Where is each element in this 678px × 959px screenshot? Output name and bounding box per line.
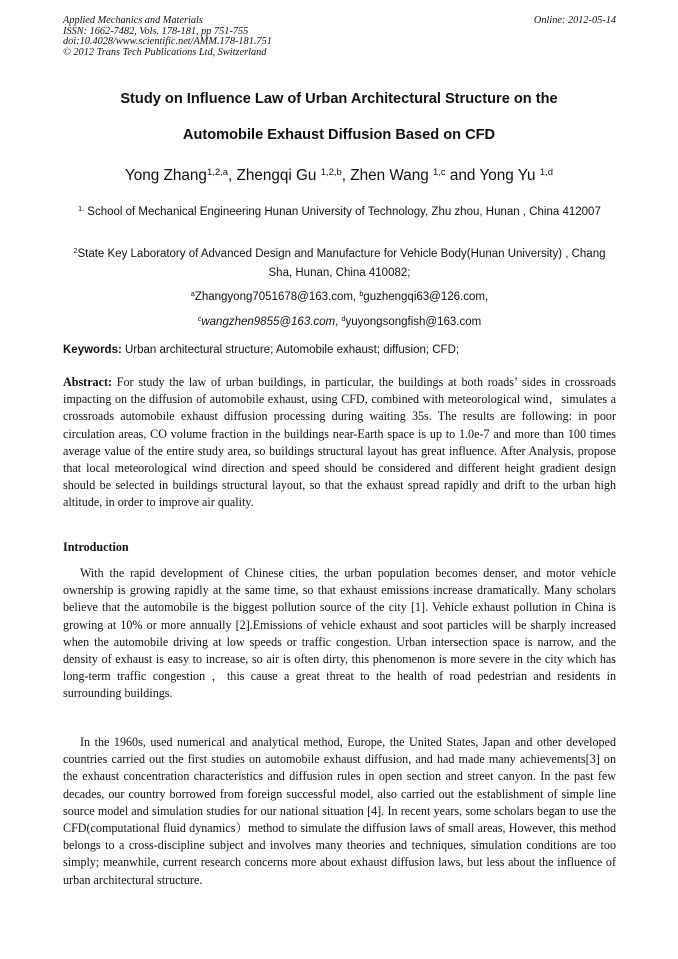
journal-name: Applied Mechanics and Materials: [63, 15, 203, 26]
section-heading-introduction: Introduction: [63, 540, 129, 554]
email-mark: d: [341, 315, 346, 324]
email-address[interactable]: guzhengqi63@126.com,: [363, 291, 489, 303]
email-mark: b: [359, 290, 364, 299]
introduction-paragraph-1: With the rapid development of Chinese cities, the urban population becomes denser, and motor vehicle ownership is growing rapidly at the same time, so that exhaust emissions increase dramatically. Many scholars believe that the automobile is the biggest pollution source of the city [1]. Vehicle exhaust pollution in China is growing at 10% or more annually [2].Emissions of vehicle exhaust and soot particles will be sharply increased when the automobile driving at low speeds or traffic congestion. Urban intersection space is narrow, and the density of exhaust is easy to increase, so air is often dirty, this phenomenon is more severe in the city which has long-term traffic congestion ，this cause a great threat to the health of road pedestrian and residents in surrounding buildings.: [63, 566, 616, 701]
email-address[interactable]: yuyongsongfish@163.com: [345, 316, 482, 328]
abstract-text: For study the law of urban buildings, in particular, the buildings at both roads’ sides in crossroads impacting on the diffusion of automobile exhaust, using CFD, combined with meteorological wind，simulates a crossroads automobile exhaust diffusion processing during waiting 35s. The results are following: in poor circulation areas, CO volume fraction in the buildings near-Earth space is up to 1.0e-7 and more than 100 times average value of the entire study area, so buildings structural layout has great influence. After Analysis, propose that local meteorological wind direction and speed should be considered and different height gradient design should be selected in buildings structural layout, so that the exhaust spread rapidly and drift to the urban high altitude, in order to improve air quality.: [63, 375, 616, 510]
email-line-2: [63, 313, 616, 332]
abstract-paragraph: [63, 374, 616, 512]
keywords-label: Keywords:: [63, 344, 122, 356]
paper-title-line-1: Study on Influence Law of Urban Architectural Structure on the: [120, 91, 558, 107]
affiliation-mark: 2: [73, 247, 78, 256]
author-name: Zhengqi Gu: [236, 167, 321, 184]
affiliation-2: [63, 245, 616, 282]
issn-line: ISSN: 1662-7482, Vols. 178-181, pp 751-755: [63, 25, 249, 37]
email-address[interactable]: Zhangyong7051678@163.com,: [194, 291, 360, 303]
abstract-label: Abstract:: [63, 375, 113, 389]
author-affiliation-mark: 1,2,b: [320, 166, 342, 178]
copyright-line: © 2012 Trans Tech Publications Ltd, Switzerland: [63, 46, 267, 58]
author-affiliation-mark: 1,2,a: [206, 166, 228, 178]
author-separator: ,: [228, 167, 237, 184]
online-date: Online: 2012-05-14: [533, 15, 616, 26]
author-name: Zhen Wang: [350, 167, 434, 184]
author-separator: and: [445, 167, 480, 184]
affiliation-1: [63, 203, 616, 222]
paper-title-line-2: Automobile Exhaust Diffusion Based on CFD: [182, 127, 496, 143]
email-line-1: [63, 288, 616, 307]
author-list: [40, 167, 638, 185]
author-name: Yong Yu: [479, 167, 540, 184]
introduction-paragraph-2: In the 1960s, used numerical and analytical method, Europe, the United States, Japan and other developed countries carried out the first studies on automobile exhaust diffusion, and had made many achievements[3] on the exhaust concentration characteristics and diffusion rules in open section and street canyon. In the past few decades, our country borrowed from foreign successful model, also carried out the establishment of simple line source model and simulation studies for our national situation [4]. In recent years, some scholars began to use the CFD(computational fluid dynamics）method to simulate the diffusion laws of small areas, However, this method belongs to a cross-discipline subject and involves many theories and techniques, simulation conditions are too simply; meanwhile, current research concerns more about exhaust diffusion laws, but less about the influence of urban architectural structure.: [63, 735, 616, 887]
journal-header: [63, 16, 616, 58]
author-affiliation-mark: 1,c: [433, 166, 446, 178]
affiliation-text: School of Mechanical Engineering Hunan University of Technology, Zhu zhou, Hunan , China 412007: [84, 206, 601, 218]
email-address[interactable]: wangzhen9855@163.com: [201, 316, 336, 328]
doi-line: doi:10.4028/www.scientific.net/AMM.178-181.751: [63, 36, 272, 47]
email-separator: ,: [335, 316, 342, 328]
email-mark: c: [197, 315, 202, 324]
author-affiliation-mark: 1,d: [539, 166, 553, 178]
email-mark: a: [190, 290, 195, 299]
keywords-line: [63, 344, 616, 356]
author-separator: ,: [341, 167, 351, 184]
affiliation-text: State Key Laboratory of Advanced Design and Manufacture for Vehicle Body(Hunan University) , Chang Sha, Hunan, China 410082;: [77, 248, 606, 279]
author-name: Yong Zhang: [124, 167, 207, 184]
keywords-text: Urban architectural structure; Automobile exhaust; diffusion; CFD;: [121, 344, 460, 356]
affiliation-mark: 1.: [78, 205, 85, 214]
